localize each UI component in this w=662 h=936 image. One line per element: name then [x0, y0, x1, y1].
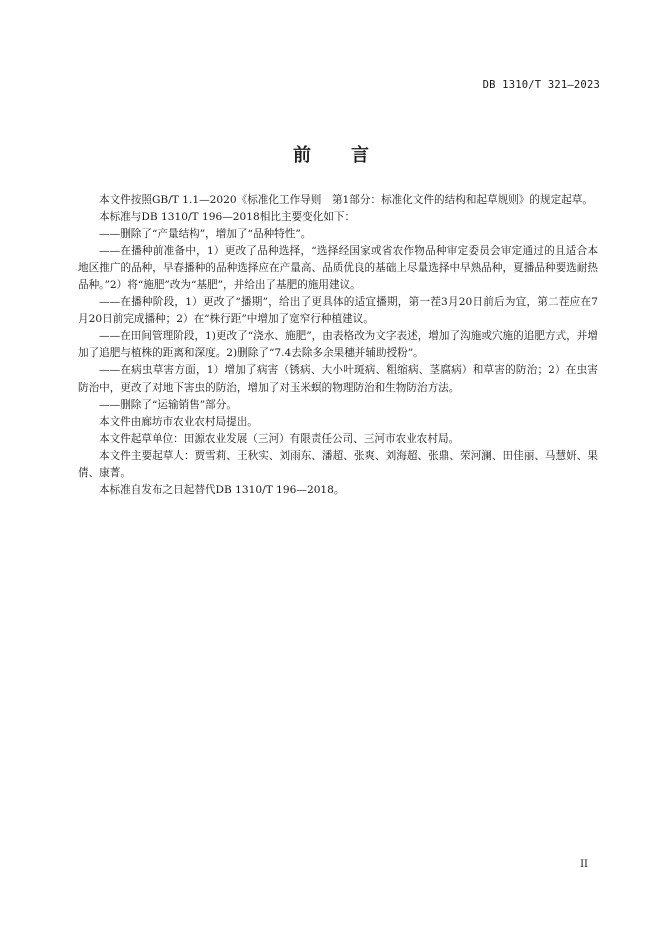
document-code: DB 1310/T 321—2023: [482, 79, 600, 91]
paragraph-proposer: 本文件由廊坊市农业农村局提出。: [99, 415, 258, 428]
paragraph-replacement: 本标准自发布之日起替代DB 1310/T 196—2018。: [99, 483, 345, 496]
change-item-field-management: ——在田间管理阶段，1)更改了“浇水、施肥”，由表格改为文字表述，增加了沟施或穴施的追肥方式，并增加了追肥与植株的距离和深度。2)删除了“7.4去除多余果穗并辅助授粉”。: [78, 330, 598, 360]
page-number: II: [580, 859, 588, 870]
title-char-1: 前: [293, 145, 311, 166]
change-item-yield: ——删除了“产量结构”，增加了“品种特性”。: [99, 228, 312, 241]
change-item-pests: ——在病虫草害方面，1）增加了病害（锈病、大小叶斑病、粗缩病、茎腐病）和草害的防治；2）在虫害防治中，更改了对地下害虫的防治，增加了对玉米螟的物理防治和生物防治方法。: [78, 364, 598, 394]
preface-body: [78, 192, 598, 499]
change-item-preparation: ——在播种前准备中，1）更改了品种选择，“选择经国家或省农作物品种审定委员会审定通过的且适合本地区推广的品种，早春播种的品种选择应在产量高、品质优良的基础上尽量选择中早熟品种，夏播品种要选耐热品种。”2）将“施肥”改为“基肥”，并给出了基肥的施用建议。: [78, 245, 598, 292]
page-title: [0, 141, 662, 167]
change-item-sowing: ——在播种阶段，1）更改了“播期”，给出了更具体的适宜播期，第一茬3月20日前后为宜，第二茬应在7月20日前完成播种；2）在“株行距”中增加了宽窄行种植建议。: [78, 296, 598, 326]
title-char-2: 言: [351, 145, 369, 166]
paragraph-drafting-basis: 本文件按照GB/T 1.1—2020《标准化工作导则 第1部分：标准化文件的结构和起草规则》的规定起草。: [99, 194, 593, 206]
paragraph-drafters: 本文件主要起草人：贾雪莉、王秋实、刘雨东、潘超、张爽、刘海超、张鼎、荣河澜、田佳丽、马慧妍、果倩、康菁。: [78, 449, 598, 479]
paragraph-drafting-units: 本文件起草单位：田源农业发展（三河）有限责任公司、三河市农业农村局。: [99, 432, 460, 445]
change-item-transport: ——删除了“运输销售”部分。: [99, 398, 237, 411]
paragraph-changes-intro: 本标准与DB 1310/T 196—2018相比主要变化如下：: [99, 211, 356, 224]
